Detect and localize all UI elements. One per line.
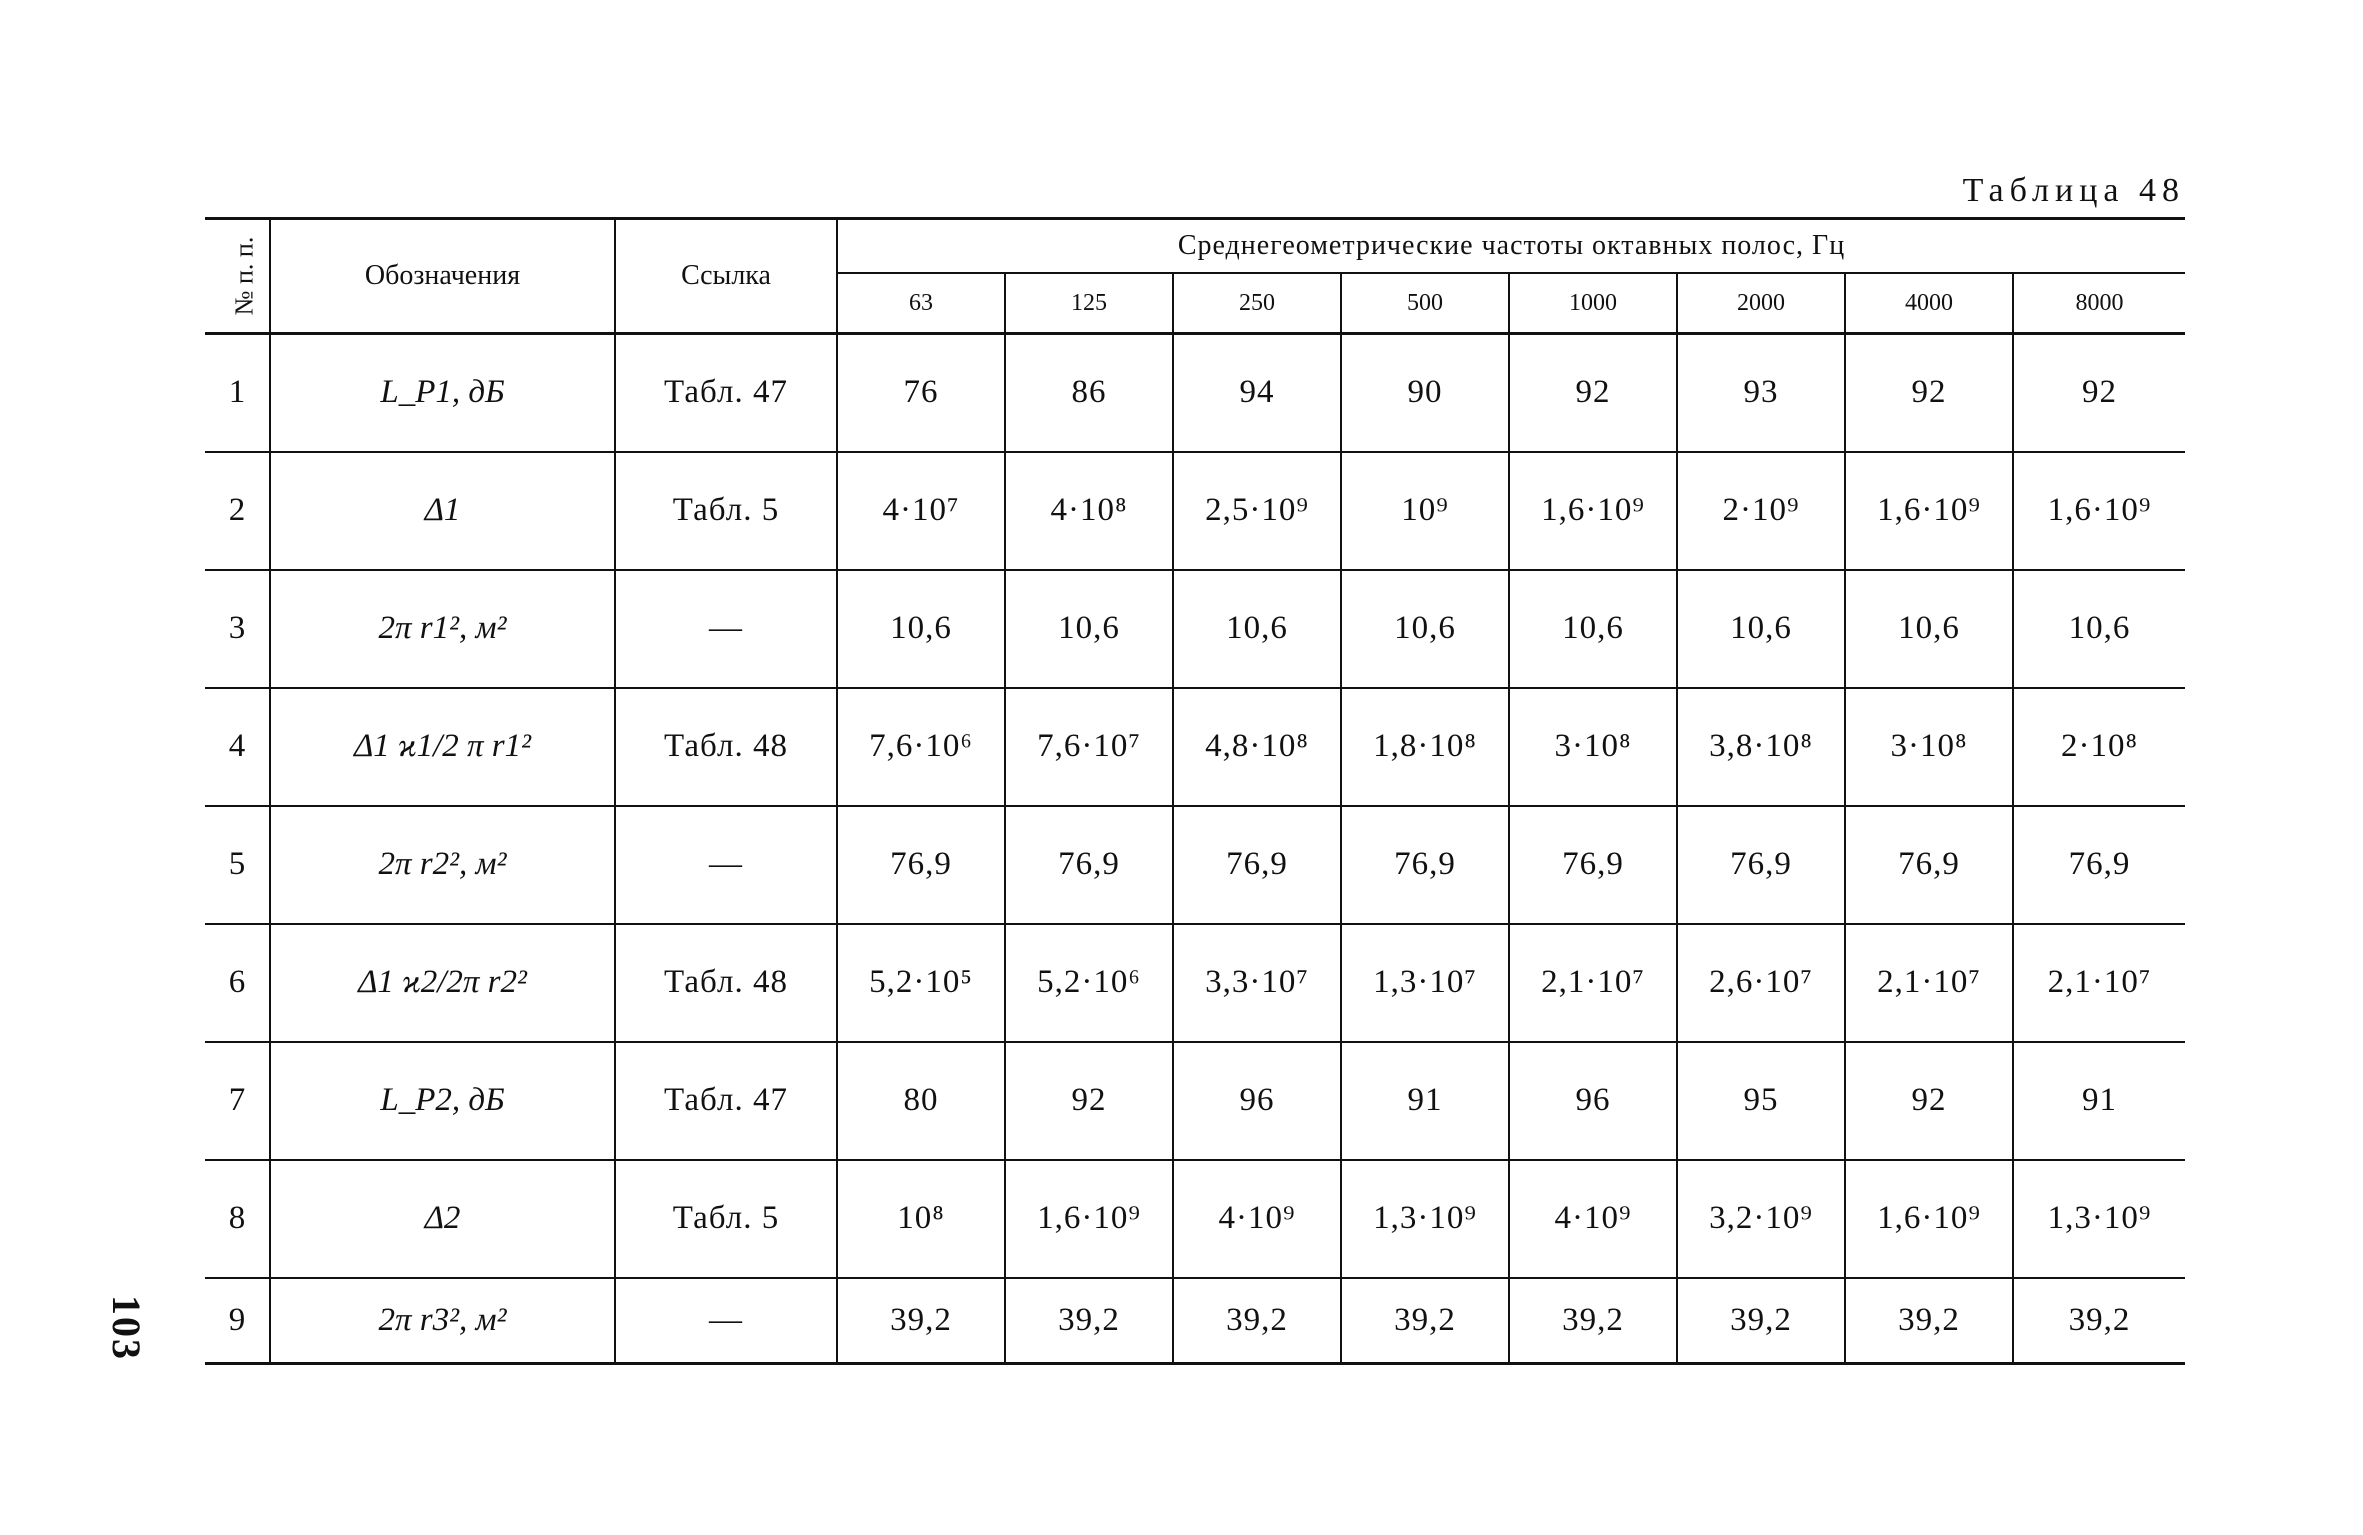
row-reference: Табл. 47 <box>615 334 837 452</box>
row-value: 7,6·10⁶ <box>837 688 1005 806</box>
header-freq: 2000 <box>1677 273 1845 334</box>
page-number: 103 <box>104 1295 149 1361</box>
row-num: 3 <box>205 570 270 688</box>
row-value: 4·10⁷ <box>837 452 1005 570</box>
row-designation: 2π r2², м² <box>270 806 615 924</box>
row-value: 1,3·10⁹ <box>2013 1160 2185 1278</box>
row-value: 39,2 <box>1509 1278 1677 1364</box>
row-value: 4,8·10⁸ <box>1173 688 1341 806</box>
row-reference: Табл. 47 <box>615 1042 837 1160</box>
row-value: 3,3·10⁷ <box>1173 924 1341 1042</box>
row-value: 76,9 <box>1845 806 2013 924</box>
row-value: 1,6·10⁹ <box>1845 1160 2013 1278</box>
row-value: 92 <box>1845 334 2013 452</box>
row-num: 1 <box>205 334 270 452</box>
row-num: 2 <box>205 452 270 570</box>
row-value: 39,2 <box>1845 1278 2013 1364</box>
row-value: 96 <box>1509 1042 1677 1160</box>
table-row <box>205 334 2185 452</box>
row-designation: Δ1 ϰ2/2π r2² <box>270 924 615 1042</box>
row-value: 1,6·10⁹ <box>2013 452 2185 570</box>
header-freq: 1000 <box>1509 273 1677 334</box>
row-value: 10⁹ <box>1341 452 1509 570</box>
row-value: 10,6 <box>2013 570 2185 688</box>
row-value: 86 <box>1005 334 1173 452</box>
data-table <box>205 217 2185 1365</box>
row-value: 76,9 <box>837 806 1005 924</box>
table-row <box>205 688 2185 806</box>
row-value: 2,6·10⁷ <box>1677 924 1845 1042</box>
row-value: 10,6 <box>1845 570 2013 688</box>
table-row <box>205 1042 2185 1160</box>
row-value: 76 <box>837 334 1005 452</box>
row-reference: — <box>615 806 837 924</box>
table-row <box>205 924 2185 1042</box>
row-value: 92 <box>1005 1042 1173 1160</box>
row-value: 2,5·10⁹ <box>1173 452 1341 570</box>
row-value: 1,3·10⁷ <box>1341 924 1509 1042</box>
row-value: 10,6 <box>1677 570 1845 688</box>
row-designation: 2π r3², м² <box>270 1278 615 1364</box>
header-freq: 500 <box>1341 273 1509 334</box>
row-designation: 2π r1², м² <box>270 570 615 688</box>
row-designation: Δ1 <box>270 452 615 570</box>
row-value: 76,9 <box>1677 806 1845 924</box>
table-row <box>205 1278 2185 1364</box>
row-value: 95 <box>1677 1042 1845 1160</box>
row-value: 1,6·10⁹ <box>1509 452 1677 570</box>
row-value: 92 <box>2013 334 2185 452</box>
table-row <box>205 806 2185 924</box>
row-value: 91 <box>2013 1042 2185 1160</box>
header-freq: 8000 <box>2013 273 2185 334</box>
row-value: 10,6 <box>837 570 1005 688</box>
row-value: 3,2·10⁹ <box>1677 1160 1845 1278</box>
row-value: 4·10⁹ <box>1509 1160 1677 1278</box>
row-value: 4·10⁸ <box>1005 452 1173 570</box>
row-value: 10⁸ <box>837 1160 1005 1278</box>
header-designation: Обозначения <box>270 219 615 334</box>
row-value: 39,2 <box>1341 1278 1509 1364</box>
row-value: 80 <box>837 1042 1005 1160</box>
row-value: 76,9 <box>1341 806 1509 924</box>
table-caption: Таблица 48 <box>1962 172 2185 209</box>
row-reference: — <box>615 570 837 688</box>
table-row <box>205 1160 2185 1278</box>
row-value: 94 <box>1173 334 1341 452</box>
row-num: 4 <box>205 688 270 806</box>
row-value: 7,6·10⁷ <box>1005 688 1173 806</box>
row-value: 5,2·10⁵ <box>837 924 1005 1042</box>
row-value: 93 <box>1677 334 1845 452</box>
row-num: 7 <box>205 1042 270 1160</box>
row-num: 8 <box>205 1160 270 1278</box>
row-value: 92 <box>1845 1042 2013 1160</box>
row-reference: — <box>615 1278 837 1364</box>
row-value: 2,1·10⁷ <box>2013 924 2185 1042</box>
row-value: 2·10⁹ <box>1677 452 1845 570</box>
row-value: 39,2 <box>2013 1278 2185 1364</box>
row-reference: Табл. 48 <box>615 688 837 806</box>
header-freq: 125 <box>1005 273 1173 334</box>
row-value: 76,9 <box>1173 806 1341 924</box>
header-freq: 250 <box>1173 273 1341 334</box>
row-num: 9 <box>205 1278 270 1364</box>
row-value: 39,2 <box>1005 1278 1173 1364</box>
row-designation: L_P1, дБ <box>270 334 615 452</box>
row-value: 91 <box>1341 1042 1509 1160</box>
row-value: 76,9 <box>1509 806 1677 924</box>
row-value: 10,6 <box>1341 570 1509 688</box>
row-value: 1,3·10⁹ <box>1341 1160 1509 1278</box>
row-value: 1,6·10⁹ <box>1845 452 2013 570</box>
row-reference: Табл. 5 <box>615 1160 837 1278</box>
row-reference: Табл. 48 <box>615 924 837 1042</box>
row-value: 1,8·10⁸ <box>1341 688 1509 806</box>
row-value: 90 <box>1341 334 1509 452</box>
row-value: 10,6 <box>1173 570 1341 688</box>
row-value: 76,9 <box>1005 806 1173 924</box>
row-value: 10,6 <box>1005 570 1173 688</box>
row-value: 10,6 <box>1509 570 1677 688</box>
row-value: 3,8·10⁸ <box>1677 688 1845 806</box>
header-reference: Ссылка <box>615 219 837 334</box>
row-value: 2,1·10⁷ <box>1509 924 1677 1042</box>
row-value: 92 <box>1509 334 1677 452</box>
header-freq: 4000 <box>1845 273 2013 334</box>
row-value: 3·10⁸ <box>1509 688 1677 806</box>
row-num: 6 <box>205 924 270 1042</box>
row-value: 2,1·10⁷ <box>1845 924 2013 1042</box>
row-value: 3·10⁸ <box>1845 688 2013 806</box>
header-num: № п. п. <box>205 219 270 334</box>
row-value: 96 <box>1173 1042 1341 1160</box>
table-row <box>205 452 2185 570</box>
row-value: 39,2 <box>837 1278 1005 1364</box>
row-value: 39,2 <box>1173 1278 1341 1364</box>
row-value: 5,2·10⁶ <box>1005 924 1173 1042</box>
row-num: 5 <box>205 806 270 924</box>
row-designation: Δ2 <box>270 1160 615 1278</box>
row-value: 1,6·10⁹ <box>1005 1160 1173 1278</box>
row-value: 2·10⁸ <box>2013 688 2185 806</box>
row-value: 76,9 <box>2013 806 2185 924</box>
row-value: 4·10⁹ <box>1173 1160 1341 1278</box>
row-designation: Δ1 ϰ1/2 π r1² <box>270 688 615 806</box>
row-value: 39,2 <box>1677 1278 1845 1364</box>
row-reference: Табл. 5 <box>615 452 837 570</box>
header-frequencies-title: Среднегеометрические частоты октавных полос, Гц <box>837 219 2185 274</box>
row-designation: L_P2, дБ <box>270 1042 615 1160</box>
header-freq: 63 <box>837 273 1005 334</box>
table-row <box>205 570 2185 688</box>
